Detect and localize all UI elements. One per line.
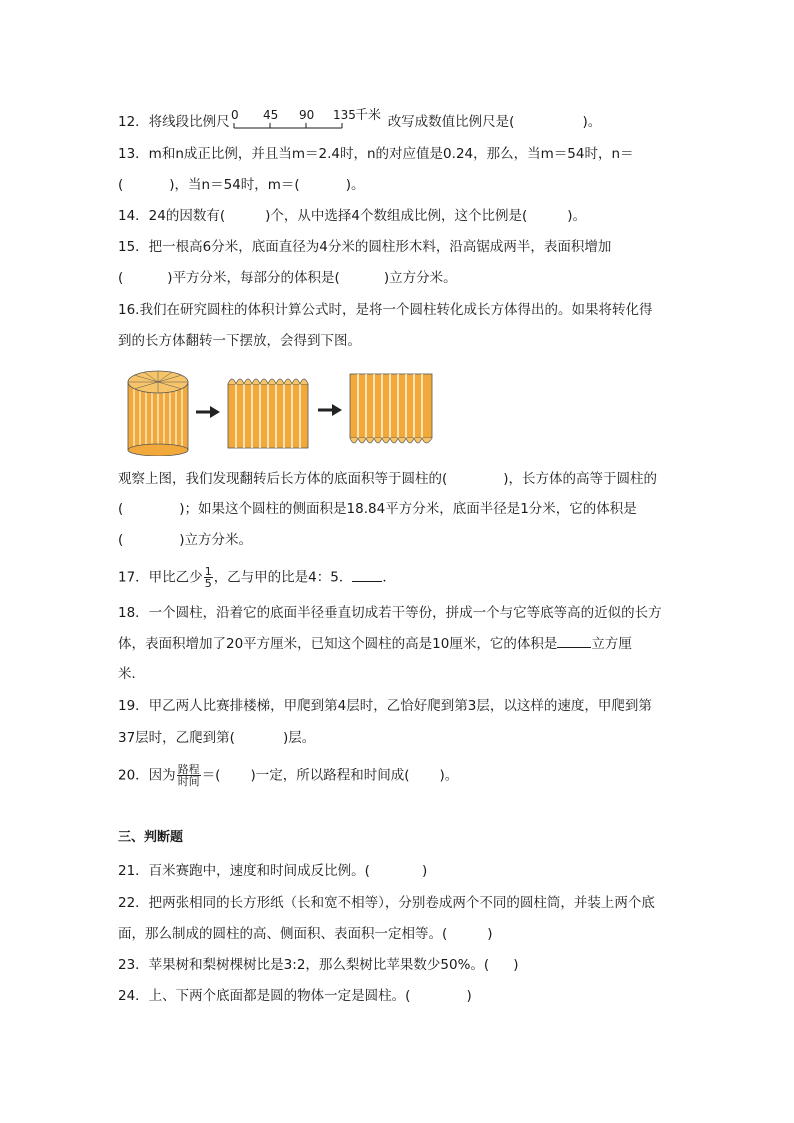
q15-end: )立方分米。 [383, 270, 457, 286]
cylinder-icon [128, 371, 188, 456]
question-19-line1: 19．甲乙两人比赛排楼梯，甲爬到第4层时，乙恰好爬到第3层，以这样的速度，甲爬到第 [118, 698, 652, 714]
question-16-line2: 到的长方体翻转一下摆放，会得到下图。 [118, 333, 361, 349]
q18-answer-blank[interactable] [557, 635, 591, 648]
q14-a: 14．24的因数有( [118, 208, 226, 224]
question-16-line1: 16.我们在研究圆柱的体积计算公式时，是将一个圆柱转化成长方体得出的。如果将转化得 [118, 302, 653, 318]
question-19-line2 [118, 729, 315, 747]
scale-unit: 千米 [354, 108, 381, 123]
line-scale-bar [230, 108, 388, 134]
question-18-line2 [118, 635, 632, 653]
question-22-line2 [118, 925, 493, 943]
q21-b: ) [421, 863, 428, 879]
q22-l2a: 面，那么制成的圆柱的高、侧面积、表面积一定相等。( [118, 926, 448, 942]
question-13-line1: 13．m和n成正比例，并且当m＝2.4时，n的对应值是0.24，那么，当m＝54时，n＝ [118, 146, 634, 162]
question-18-line3: 米． [118, 666, 145, 682]
question-20 [118, 764, 458, 787]
q21-a: 21．百米赛跑中，速度和时间成反比例。( [118, 863, 370, 879]
q12-text: 改写成数值比例尺是( [387, 114, 515, 130]
q19-l2a: 37层时，乙爬到第( [118, 730, 235, 746]
q24-b: ) [466, 988, 472, 1004]
frac-den: 时间 [177, 775, 200, 788]
scale-tick-45: 45 [262, 108, 278, 122]
cuboid-icon [228, 379, 308, 448]
q16-l3a: 观察上图，我们发现翻转后长方体的底面积等于圆柱的( [118, 471, 448, 487]
fraction-one-fifth [204, 566, 213, 589]
q18-l2b: 立方厘 [591, 636, 632, 652]
question-15-line2 [118, 269, 457, 287]
question-16-line3 [118, 470, 657, 488]
q20-d: )。 [439, 767, 459, 784]
question-16-line4 [118, 500, 637, 518]
q16-l5b: )立方分米。 [179, 532, 253, 548]
q20-b: ＝( [201, 767, 221, 784]
q15-mid: )平方分米，每部分的体积是( [167, 270, 340, 286]
q23-a: 23．苹果树和梨树棵树比是3:2，那么梨树比苹果数少50%。( [118, 957, 490, 973]
q15-open: ( [118, 270, 124, 286]
q16-l4a: ( [118, 501, 124, 517]
question-16-line5 [118, 531, 252, 549]
question-12 [118, 108, 601, 134]
question-14 [118, 207, 586, 225]
q13-mid: )，当n＝54时，m＝( [169, 177, 300, 193]
q17-a: 17．甲比乙少 [118, 569, 203, 586]
flipped-cuboid-icon [350, 374, 432, 443]
question-18-line1: 18．一个圆柱，沿着它的底面半径垂直切成若干等份，拼成一个与它等底等高的近似的长方 [118, 605, 662, 621]
frac-num: 路程 [177, 763, 200, 776]
frac-den: 5 [204, 577, 212, 590]
q18-l2a: 体，表面积增加了20平方厘米，已知这个圆柱的高是10厘米，它的体积是 [118, 636, 558, 652]
cylinder-transformation-figure [124, 366, 444, 460]
question-13-line2 [118, 176, 364, 194]
scale-tick-135: 135 [332, 108, 356, 122]
question-17 [118, 566, 396, 589]
frac-num: 1 [204, 565, 212, 578]
question-22-line1: 22．把两张相同的长方形纸（长和宽不相等），分别卷成两个不同的圆柱筒，并装上两个底 [118, 895, 655, 911]
q23-b: ) [513, 957, 519, 973]
q16-l5a: ( [118, 532, 124, 548]
q20-a: 20．因为 [118, 767, 176, 784]
arrow-right-icon [318, 404, 342, 416]
q19-l2b: )层。 [282, 730, 316, 746]
q22-l2b: ) [487, 926, 493, 942]
question-21 [118, 862, 427, 880]
scale-tick-90: 90 [298, 108, 314, 122]
section-heading: 三、判断题 [118, 830, 184, 845]
q16-l4b: )；如果这个圆柱的侧面积是18.84平方分米，底面半径是1分米，它的体积是 [179, 501, 637, 517]
q16-l3b: )，长方体的高等于圆柱的 [503, 471, 658, 487]
q12-prefix: 12．将线段比例尺 [118, 114, 230, 130]
arrow-right-icon [196, 406, 220, 418]
q13-end: )。 [345, 177, 365, 193]
q24-a: 24．上、下两个底面都是圆的物体一定是圆柱。( [118, 988, 411, 1004]
scale-tick-0: 0 [230, 108, 239, 122]
question-15-line1: 15．把一根高6分米，底面直径为4分米的圆柱形木料，沿高锯成两半，表面积增加 [118, 239, 612, 255]
question-24 [118, 987, 472, 1005]
q20-c: )一定，所以路程和时间成( [250, 767, 410, 784]
q17-c: ． [382, 569, 396, 586]
q14-c: )。 [567, 208, 587, 224]
q17-answer-blank[interactable] [352, 569, 382, 582]
q17-b: ，乙与甲的比是4：5． [213, 569, 353, 586]
fraction-distance-over-time [177, 764, 201, 787]
question-23 [118, 956, 518, 974]
q14-b: )个，从中选择4个数组成比例，这个比例是( [265, 208, 528, 224]
q12-end: )。 [582, 114, 602, 130]
q13-open: ( [118, 177, 124, 193]
